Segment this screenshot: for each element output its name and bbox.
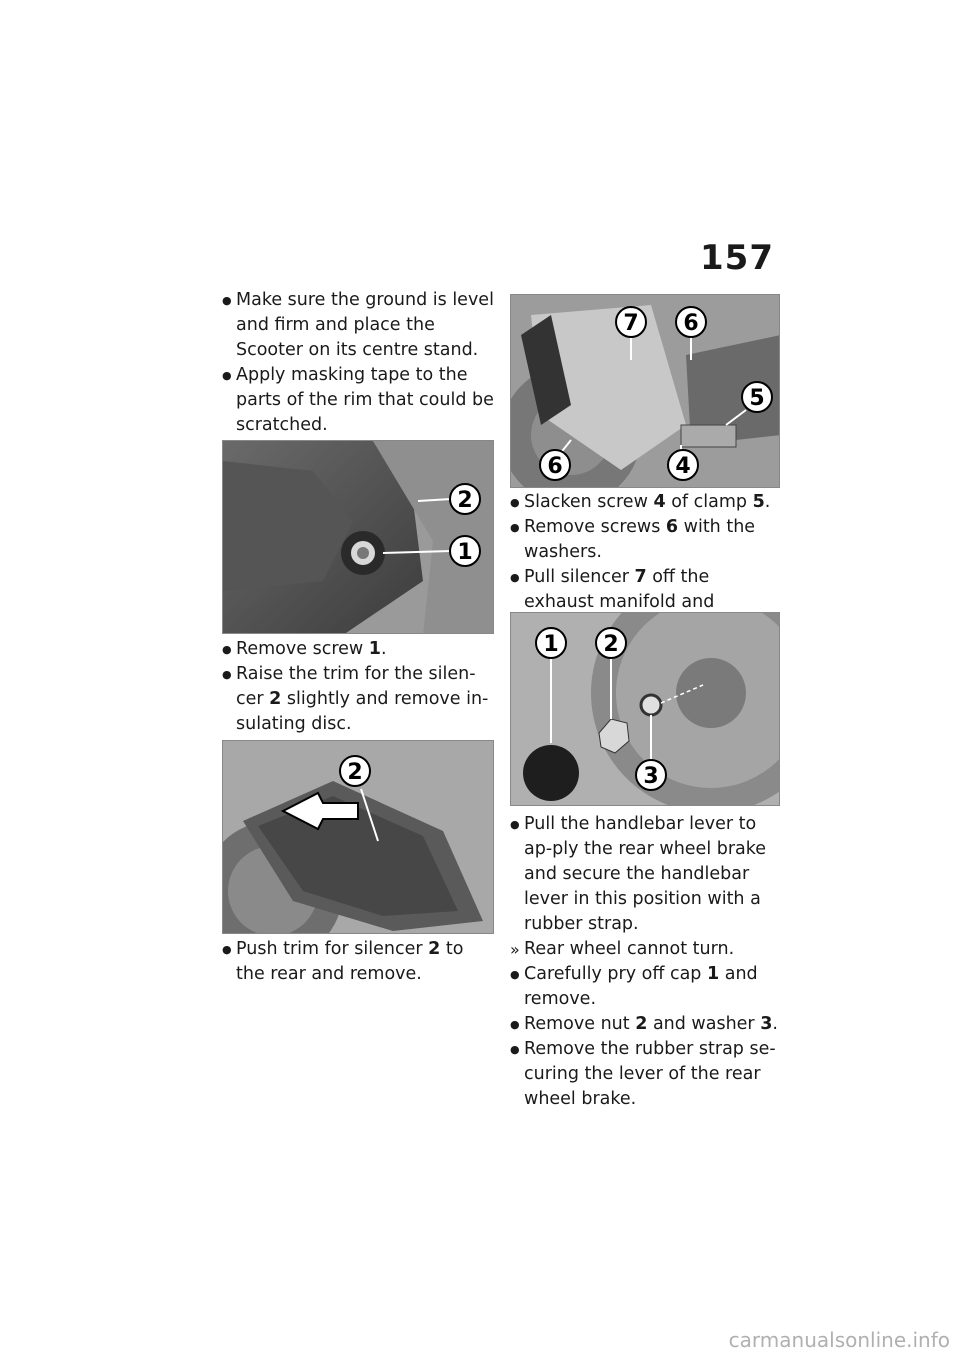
result-item: » Rear wheel cannot turn.: [510, 937, 782, 962]
callout-label: 7: [623, 311, 639, 336]
figure-silencer: [510, 294, 780, 488]
callout-label: 3: [643, 764, 659, 789]
left-column-block2: [222, 637, 494, 737]
callout-label: 2: [347, 760, 363, 785]
figure-trim-screw: [222, 440, 494, 634]
list-item: ● Remove screw 1.: [222, 637, 494, 662]
list-item: ● Apply masking tape to the parts of the rim that could be scratched.: [222, 363, 494, 438]
page-number: 157: [700, 238, 774, 278]
callout-label: 2: [457, 488, 473, 513]
list-item: ● Pull silencer 7 off the exhaust manifold and: [510, 565, 782, 640]
callout-label: 6: [547, 454, 563, 479]
instruction-list: [222, 937, 494, 987]
left-column-block3: [222, 937, 494, 987]
list-item: ● Make sure the ground is level and firm and place the Scooter on its centre stand.: [222, 288, 494, 363]
list-item: ● Push trim for silencer 2 to the rear and remove.: [222, 937, 494, 987]
list-item: ● Remove screws 6 with the washers.: [510, 515, 782, 565]
left-column: [222, 288, 494, 438]
instruction-list: [222, 288, 494, 438]
callout-label: 2: [603, 632, 619, 657]
list-item: ● Pull the handlebar lever to ap-ply the rear wheel brake and secure the handlebar lever in this position with a rubber strap.: [510, 812, 782, 937]
list-item: ● Carefully pry off cap 1 and remove.: [510, 962, 782, 1012]
figure-rear-axle: [510, 612, 780, 806]
watermark: carmanualsonline.info: [728, 1328, 950, 1352]
right-column-block2: [510, 812, 782, 1112]
list-item: ● Slacken screw 4 of clamp 5.: [510, 490, 782, 515]
instruction-list: [222, 637, 494, 737]
callout-label: 5: [749, 386, 765, 411]
callout-label: 1: [543, 632, 559, 657]
list-item: ● Remove nut 2 and washer 3.: [510, 1012, 782, 1037]
instruction-list: [510, 812, 782, 1112]
callout-label: 6: [683, 311, 699, 336]
list-item: ● Raise the trim for the silen-cer 2 slightly and remove in-sulating disc.: [222, 662, 494, 737]
list-item: ● Remove the rubber strap se-curing the lever of the rear wheel brake.: [510, 1037, 782, 1112]
callout-label: 4: [675, 454, 691, 479]
callout-label: 1: [457, 540, 473, 565]
figure-silencer-trim: [222, 740, 494, 934]
